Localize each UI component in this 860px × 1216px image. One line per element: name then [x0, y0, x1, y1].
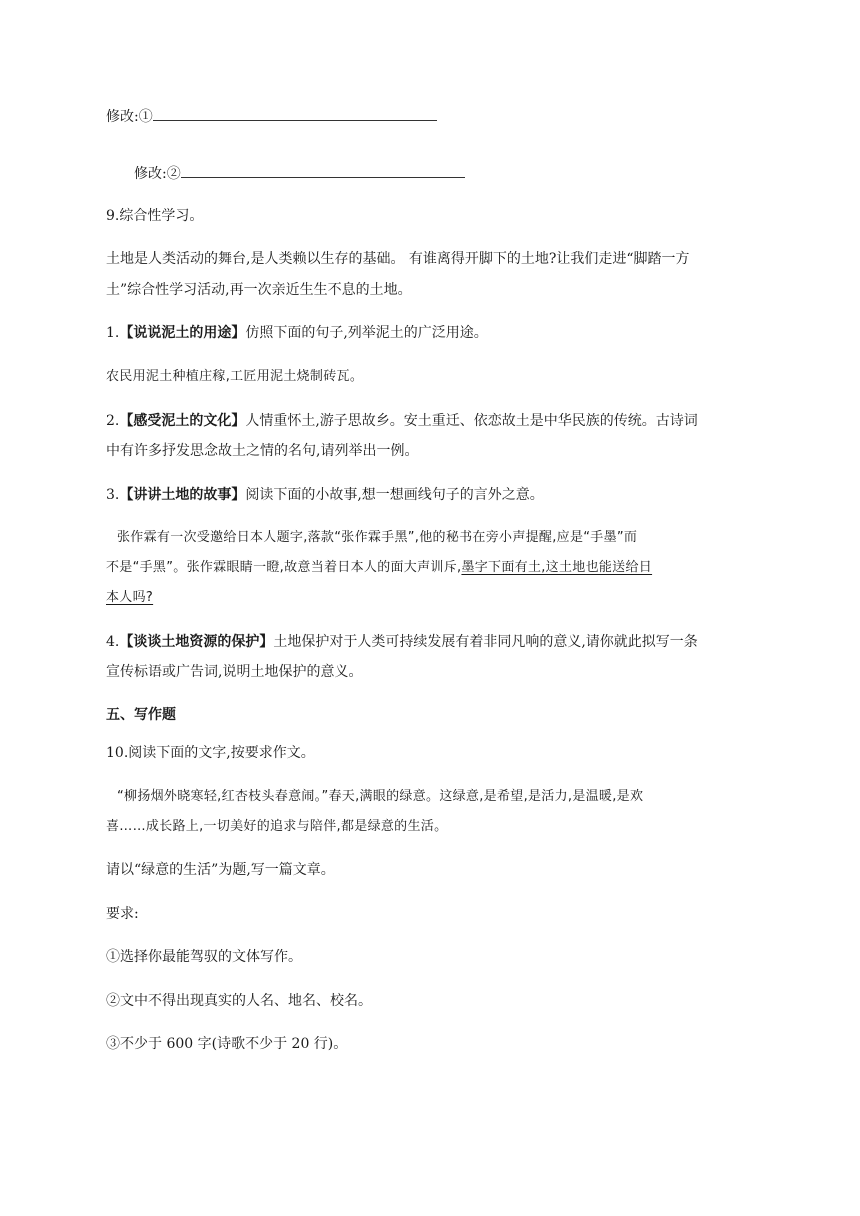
task-3-text: 阅读下面的小故事,想一想画线句子的言外之意。 — [245, 487, 544, 503]
task-3-title: 【讲讲土地的故事】 — [119, 487, 246, 503]
story-line-1: 张作霖有一次受邀给日本人题字,落款“张作霖手黑”,他的秘书在旁小声提醒,应是“手墨”而 — [117, 530, 638, 545]
story-underlined-sentence-part-1: 墨字下面有土,这土地也能送给日 — [461, 560, 653, 575]
requirement-3: ③不少于 600 字(诗歌不少于 20 行)。 — [106, 1036, 348, 1052]
task-1 — [106, 323, 488, 343]
task-1-title: 【说说泥土的用途】 — [119, 325, 246, 341]
task-4-title: 【谈谈土地资源的保护】 — [119, 634, 274, 650]
revision-label-2: 修改:② — [134, 166, 181, 182]
requirement-1: ①选择你最能驾驭的文体写作。 — [106, 949, 302, 965]
question-9-intro-line-2: 土”综合性学习活动,再一次亲近生生不息的土地。 — [106, 282, 412, 298]
task-3 — [106, 485, 544, 505]
task-3-number: 3. — [106, 487, 120, 503]
task-4 — [106, 632, 698, 652]
task-2-title: 【感受泥土的文化】 — [119, 413, 246, 429]
task-4-text-line-1: 土地保护对于人类可持续发展有着非同凡响的意义,请你就此拟写一条 — [273, 634, 698, 650]
story-underlined-sentence-part-2: 本人吗? — [106, 590, 154, 605]
task-1-text: 仿照下面的句子,列举泥土的广泛用途。 — [245, 325, 488, 341]
section-5-heading: 五、写作题 — [106, 707, 176, 723]
task-2 — [106, 411, 698, 431]
story-line-3 — [106, 588, 153, 608]
task-2-number: 2. — [106, 413, 120, 429]
task-2-text-line-2: 中有许多抒发思念故土之情的名句,请列举出一例。 — [106, 443, 419, 459]
revision-item-1 — [106, 104, 437, 127]
task-4-number: 4. — [106, 634, 120, 650]
question-10-heading: 10.阅读下面的文字,按要求作文。 — [106, 745, 315, 761]
task-4-text-line-2: 宣传标语或广告词,说明土地保护的意义。 — [106, 664, 363, 680]
story-line-2-plain: 不是“手黑”。张作霖眼睛一瞪,故意当着日本人的面大声训斥, — [106, 560, 462, 575]
revision-item-2 — [134, 161, 465, 184]
requirements-label: 要求: — [106, 906, 139, 922]
passage-line-1: “柳扬烟外晓寒轻,红杏枝头春意闹。”春天,满眼的绿意。这绿意,是希望,是活力,是温暖,是欢 — [117, 789, 644, 804]
task-1-number: 1. — [106, 325, 120, 341]
story-line-2 — [106, 558, 652, 578]
revision-label-1: 修改:① — [106, 109, 153, 125]
question-9-heading: 9.综合性学习。 — [106, 208, 204, 224]
answer-blank-2[interactable] — [181, 161, 465, 178]
answer-blank-1[interactable] — [153, 104, 437, 121]
task-1-example: 农民用泥土种植庄稼,工匠用泥土烧制砖瓦。 — [106, 369, 364, 384]
writing-prompt: 请以“绿意的生活”为题,写一篇文章。 — [106, 862, 335, 878]
passage-line-2: 喜……成长路上,一切美好的追求与陪伴,都是绿意的生活。 — [106, 819, 448, 834]
requirement-2: ②文中不得出现真实的人名、地名、校名。 — [106, 993, 372, 1009]
question-9-intro-line-1: 土地是人类活动的舞台,是人类赖以生存的基础。 有谁离得开脚下的土地?让我们走进“脚踏一方 — [106, 251, 690, 267]
task-2-text-line-1: 人情重怀土,游子思故乡。安土重迁、依恋故土是中华民族的传统。古诗词 — [245, 413, 698, 429]
